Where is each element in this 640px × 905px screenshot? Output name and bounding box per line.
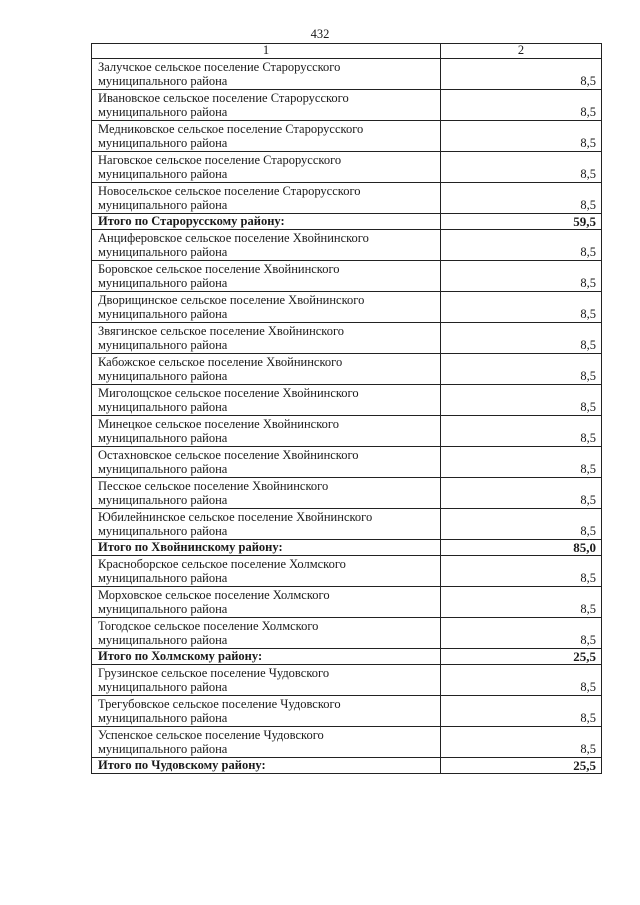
- district-total-label: [92, 649, 441, 665]
- settlement-value: 8,5: [441, 354, 602, 385]
- settlement-name: [92, 292, 441, 323]
- table-row: [92, 183, 602, 214]
- name-line: муниципального района: [98, 244, 228, 259]
- table-row: [92, 556, 602, 587]
- name-line: муниципального района: [98, 166, 228, 181]
- table-row: [92, 509, 602, 540]
- name-line: Успенское сельское поселение Чудовского: [98, 728, 324, 742]
- name-line: муниципального района: [98, 741, 228, 756]
- settlement-name: [92, 556, 441, 587]
- name-line: муниципального района: [98, 275, 228, 290]
- name-line: Юбилейнинское сельское поселение Хвойнинского: [98, 510, 373, 524]
- name-line: Итого по Старорусскому району:: [98, 213, 285, 228]
- name-line: муниципального района: [98, 710, 228, 725]
- name-line: муниципального района: [98, 679, 228, 694]
- name-line: муниципального района: [98, 461, 228, 476]
- settlement-value: 8,5: [441, 665, 602, 696]
- name-line: Медниковское сельское поселение Старорусского: [98, 122, 364, 136]
- district-total-value: 85,0: [441, 540, 602, 556]
- name-line: Красноборское сельское поселение Холмского: [98, 557, 346, 571]
- table-header-row: [92, 44, 602, 59]
- name-line: Трегубовское сельское поселение Чудовского: [98, 697, 341, 711]
- table-row: [92, 261, 602, 292]
- settlement-value: 8,5: [441, 447, 602, 478]
- name-line: муниципального района: [98, 492, 228, 507]
- settlement-name: [92, 354, 441, 385]
- name-line: Кабожское сельское поселение Хвойнинского: [98, 355, 343, 369]
- district-total-label: [92, 540, 441, 556]
- name-line: Новосельское сельское поселение Старорусского: [98, 184, 361, 198]
- settlement-value: 8,5: [441, 121, 602, 152]
- settlement-value: 8,5: [441, 509, 602, 540]
- table-row: [92, 416, 602, 447]
- settlement-value: 8,5: [441, 90, 602, 121]
- district-total-value: 25,5: [441, 649, 602, 665]
- settlement-name: [92, 152, 441, 183]
- name-line: муниципального района: [98, 104, 228, 119]
- table-row: [92, 59, 602, 90]
- settlement-value: 8,5: [441, 416, 602, 447]
- name-line: Итого по Холмскому району:: [98, 648, 263, 663]
- name-line: Анциферовское сельское поселение Хвойнинского: [98, 231, 369, 245]
- name-line: Наговское сельское поселение Старорусского: [98, 153, 342, 167]
- name-line: муниципального района: [98, 337, 228, 352]
- settlement-name: [92, 183, 441, 214]
- settlement-value: 8,5: [441, 618, 602, 649]
- settlement-value: 8,5: [441, 292, 602, 323]
- settlement-value: 8,5: [441, 152, 602, 183]
- settlement-value: 8,5: [441, 230, 602, 261]
- settlement-name: [92, 696, 441, 727]
- name-line: Минецкое сельское поселение Хвойнинского: [98, 417, 339, 431]
- settlement-value: 8,5: [441, 183, 602, 214]
- name-line: муниципального района: [98, 523, 228, 538]
- table-row: [92, 618, 602, 649]
- name-line: муниципального района: [98, 430, 228, 445]
- page-number: 432: [310, 27, 330, 41]
- table-row: [92, 696, 602, 727]
- settlement-value: 8,5: [441, 478, 602, 509]
- settlement-name: [92, 59, 441, 90]
- district-total-label: [92, 758, 441, 774]
- settlement-name: [92, 121, 441, 152]
- settlement-name: [92, 323, 441, 354]
- name-line: муниципального района: [98, 306, 228, 321]
- name-line: Итого по Чудовскому району:: [98, 757, 266, 772]
- district-total-label: [92, 214, 441, 230]
- settlement-value: 8,5: [441, 587, 602, 618]
- name-line: Итого по Хвойнинскому району:: [98, 539, 283, 554]
- settlement-value: 8,5: [441, 323, 602, 354]
- table-row: [92, 121, 602, 152]
- name-line: Остахновское сельское поселение Хвойнинского: [98, 448, 359, 462]
- table-row: [92, 447, 602, 478]
- table-row: [92, 587, 602, 618]
- name-line: муниципального района: [98, 601, 228, 616]
- name-line: Грузинское сельское поселение Чудовского: [98, 666, 330, 680]
- settlement-name: [92, 385, 441, 416]
- table-row: [92, 478, 602, 509]
- district-total-value: 59,5: [441, 214, 602, 230]
- settlement-name: [92, 727, 441, 758]
- settlement-name: [92, 261, 441, 292]
- table-total-row: [92, 649, 602, 665]
- allocation-table: [91, 43, 602, 774]
- table-row: [92, 292, 602, 323]
- name-line: муниципального района: [98, 73, 228, 88]
- settlement-name: [92, 478, 441, 509]
- settlement-name: [92, 509, 441, 540]
- table-total-row: [92, 214, 602, 230]
- settlement-name: [92, 665, 441, 696]
- name-line: Морховское сельское поселение Холмского: [98, 588, 330, 602]
- settlement-value: 8,5: [441, 59, 602, 90]
- settlement-name: [92, 447, 441, 478]
- name-line: Ивановское сельское поселение Старорусского: [98, 91, 349, 105]
- table-body: [92, 44, 602, 774]
- table-row: [92, 90, 602, 121]
- column-header-2: 2: [441, 44, 602, 59]
- name-line: муниципального района: [98, 197, 228, 212]
- settlement-value: 8,5: [441, 727, 602, 758]
- district-total-value: 25,5: [441, 758, 602, 774]
- column-header-1: 1: [92, 44, 441, 59]
- settlement-value: 8,5: [441, 696, 602, 727]
- name-line: Миголощское сельское поселение Хвойнинского: [98, 386, 359, 400]
- table-row: [92, 727, 602, 758]
- table-row: [92, 385, 602, 416]
- name-line: Боровское сельское поселение Хвойнинского: [98, 262, 340, 276]
- settlement-name: [92, 230, 441, 261]
- name-line: Залучское сельское поселение Старорусского: [98, 60, 341, 74]
- settlement-name: [92, 90, 441, 121]
- table-row: [92, 354, 602, 385]
- name-line: муниципального района: [98, 399, 228, 414]
- settlement-value: 8,5: [441, 261, 602, 292]
- settlement-name: [92, 618, 441, 649]
- name-line: Песское сельское поселение Хвойнинского: [98, 479, 329, 493]
- settlement-value: 8,5: [441, 385, 602, 416]
- table-row: [92, 323, 602, 354]
- table-total-row: [92, 540, 602, 556]
- name-line: Тогодское сельское поселение Холмского: [98, 619, 319, 633]
- name-line: муниципального района: [98, 570, 228, 585]
- name-line: муниципального района: [98, 368, 228, 383]
- table-row: [92, 152, 602, 183]
- name-line: Звягинское сельское поселение Хвойнинского: [98, 324, 345, 338]
- table-row: [92, 665, 602, 696]
- name-line: муниципального района: [98, 632, 228, 647]
- name-line: Дворищинское сельское поселение Хвойнинского: [98, 293, 365, 307]
- table-total-row: [92, 758, 602, 774]
- settlement-name: [92, 587, 441, 618]
- table-row: [92, 230, 602, 261]
- name-line: муниципального района: [98, 135, 228, 150]
- settlement-value: 8,5: [441, 556, 602, 587]
- settlement-name: [92, 416, 441, 447]
